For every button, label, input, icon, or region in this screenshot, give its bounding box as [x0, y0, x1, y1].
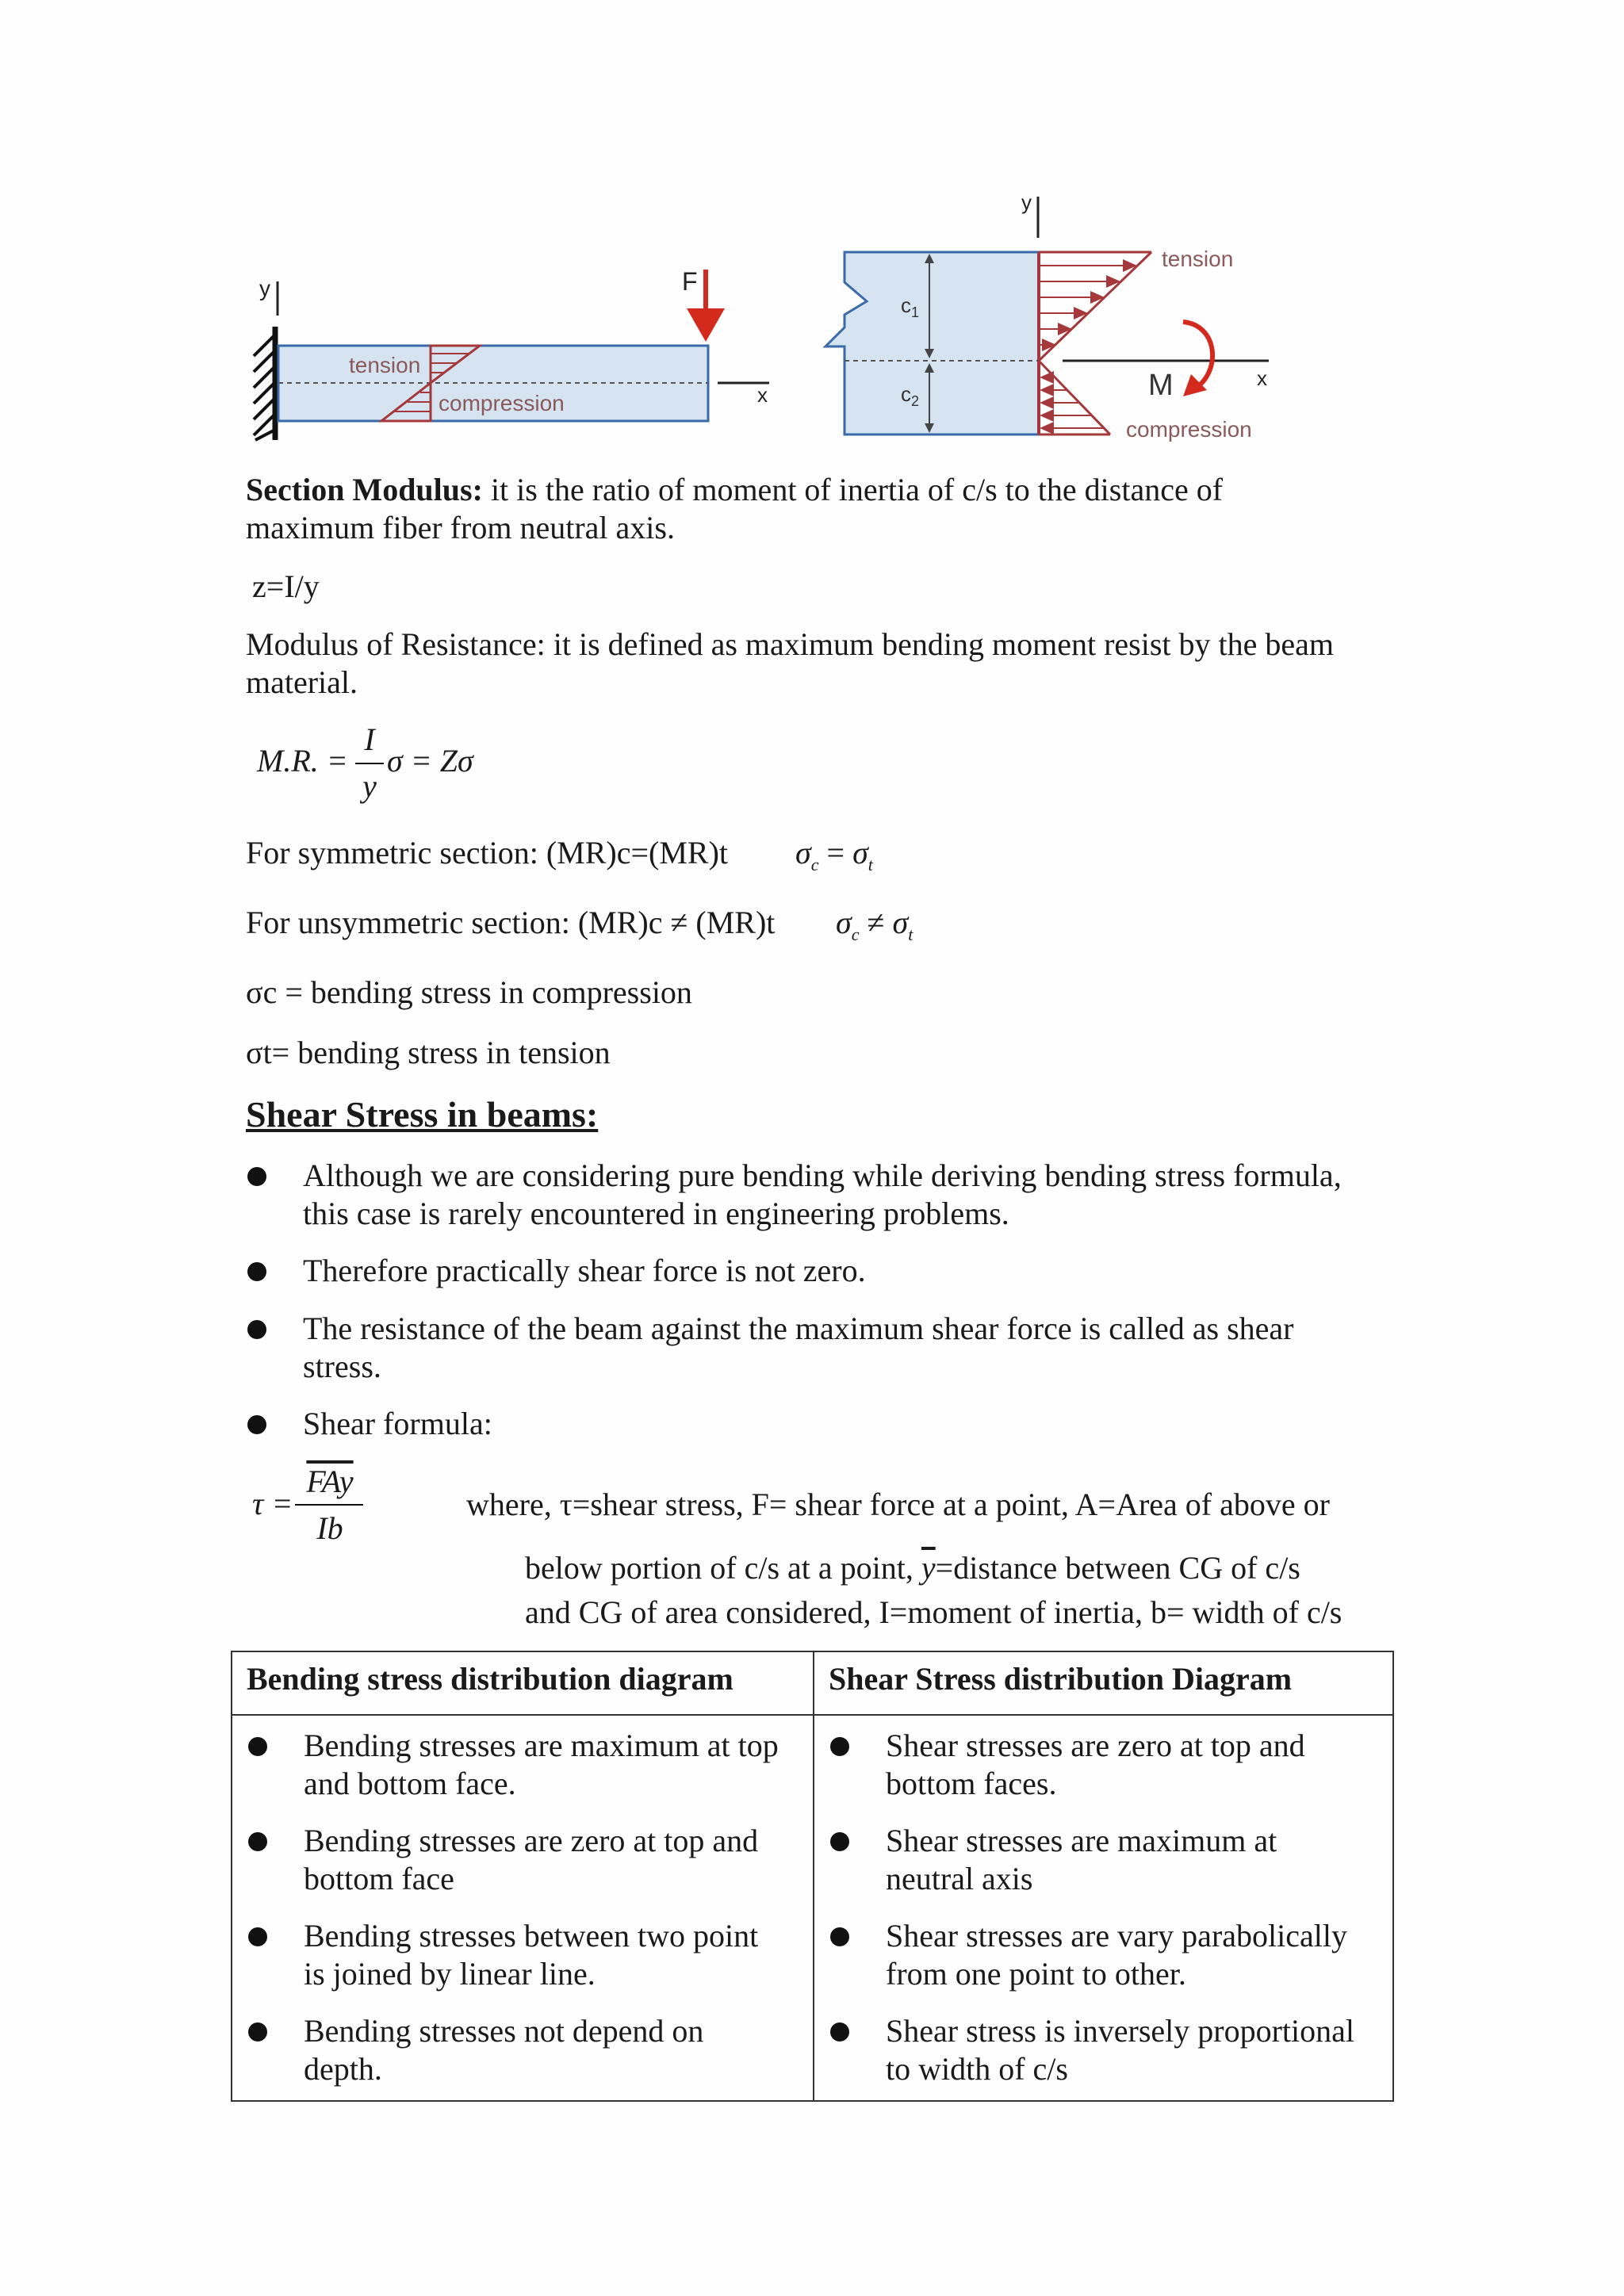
force-label: F: [682, 267, 698, 296]
sigma-t-definition: σt= bending stress in tension: [246, 1035, 611, 1070]
relation-symbol: =: [826, 835, 845, 871]
bullet-dot: [247, 1262, 266, 1281]
bullet-dot: [248, 2022, 267, 2042]
bullet-dot: [247, 1167, 266, 1186]
modulus-resistance-line-1: Modulus of Resistance: it is defined as maximum bending moment resist by the beam: [246, 626, 1334, 662]
tension-arrows: [1040, 266, 1136, 345]
cantilever-beam-diagram: [254, 267, 769, 440]
mr-formula-fraction-bar: [355, 763, 384, 764]
relation-symbol: ≠: [867, 905, 885, 940]
table-header-shear: Shear Stress distribution Diagram: [814, 1651, 1393, 1715]
shear-cell: [814, 1715, 1393, 2101]
tension-label: tension: [349, 353, 421, 377]
bending-item-4: Bending stresses not depend on depth.: [304, 2013, 704, 2087]
sigma-subscript-c: c: [851, 924, 860, 944]
section-modulus-text: it is the ratio of moment of inertia of c/s to the distance of: [482, 472, 1224, 507]
mr-formula-rhs: σ = Zσ: [387, 743, 473, 779]
shear-item-3: Shear stresses are vary parabolically from one point to other.: [886, 1918, 1347, 1992]
section-modulus-text-2: maximum fiber from neutral axis.: [246, 510, 675, 545]
mr-formula-denominator: y: [362, 768, 377, 804]
shear-formula-fraction-bar: [295, 1504, 363, 1506]
section-y-label: y: [1021, 190, 1032, 214]
shear-bullet-4: Shear formula:: [303, 1406, 492, 1441]
sigma-subscript-t: t: [908, 924, 914, 944]
sigma-symbol: σ: [892, 905, 909, 940]
modulus-resistance-paragraph: [246, 626, 1435, 702]
compression-label: compression: [439, 391, 565, 415]
modulus-resistance-line-2: material.: [246, 664, 358, 700]
table-header-row: [232, 1651, 1393, 1715]
shear-item-4: Shear stress is inversely proportional to width of c/s: [886, 2013, 1354, 2087]
shear-item-1: Shear stresses are zero at top and bottom faces.: [886, 1728, 1305, 1801]
bending-item-1: Bending stresses are maximum at top and bottom face.: [304, 1728, 779, 1801]
mr-formula-lhs: M.R. =: [257, 743, 348, 779]
section-x-label: x: [1257, 366, 1267, 390]
wall-hatching: [254, 335, 275, 440]
cross-section-diagram: [825, 190, 1269, 442]
tension-slope: [1039, 252, 1151, 361]
section-modulus-paragraph: [246, 471, 1435, 547]
table-row: [232, 1715, 1393, 2101]
sigma-symbol: σ: [836, 905, 852, 940]
table-header-bending: Bending stress distribution diagram: [232, 1651, 814, 1715]
bending-item-3: Bending stresses between two point is joined by linear line.: [304, 1918, 759, 1992]
c1-label: $c_1$: [901, 293, 920, 320]
section-modulus-formula: z=I/y: [252, 568, 320, 604]
sigma-c-definition: σc = bending stress in compression: [246, 974, 692, 1010]
compression-arrows: [1041, 377, 1104, 428]
y-bar-symbol: $\overline{y}$: [921, 1550, 936, 1586]
shear-formula-lhs: τ =: [252, 1486, 293, 1521]
unsymmetric-section-text: For unsymmetric section: (MR)c ≠ (MR)t: [246, 905, 776, 940]
shear-formula-denominator: Ib: [316, 1510, 343, 1546]
beam-diagrams: [0, 0, 1624, 476]
section-shape: [825, 252, 1039, 434]
x-axis-label: x: [757, 383, 768, 407]
bullet-dot: [247, 1320, 266, 1339]
shear-stress-heading: Shear Stress in beams:: [246, 1094, 599, 1135]
bullet-dot: [830, 2022, 849, 2042]
shear-bullet-2: Therefore practically shear force is not zero.: [303, 1253, 866, 1288]
sigma-subscript-t: t: [868, 855, 873, 874]
shear-where-line-2: below portion of c/s at a point, $\overline{y}=distance$ between CG of c/s: [525, 1550, 1300, 1586]
shear-formula-numerator: $\overline{FAy}$: [306, 1464, 354, 1499]
bullet-dot: [247, 1415, 266, 1434]
sigma-symbol: σ: [852, 835, 868, 871]
sigma-subscript-c: c: [810, 855, 819, 874]
compression-slope: [1039, 361, 1110, 434]
shear-where-line-3: and CG of area considered, I=moment of inertia, b= width of c/s: [525, 1594, 1342, 1630]
moment-label: M: [1148, 369, 1174, 402]
sigma-symbol: σ: [795, 835, 811, 871]
bending-item-2: Bending stresses are zero at top and bottom face: [304, 1823, 759, 1896]
symmetric-sigma-relation: [795, 834, 873, 884]
shear-item-2: Shear stresses are maximum at neutral axis: [886, 1823, 1277, 1896]
symmetric-section-text: For symmetric section: (MR)c=(MR)t: [246, 835, 729, 871]
section-compression-label: compression: [1126, 417, 1252, 442]
bullet-dot: [830, 1927, 849, 1946]
moment-arrow: [1183, 322, 1212, 387]
bullet-dot: [248, 1737, 267, 1756]
shear-where-line-1: where, τ=shear stress, F= shear force at a point, A=Area of above or: [466, 1487, 1330, 1522]
bullet-dot: [830, 1832, 849, 1851]
section-tension-label: tension: [1162, 247, 1234, 271]
bending-cell: [232, 1715, 814, 2101]
shear-bullet-3: The resistance of the beam against the maximum shear force is called as shear stress.: [303, 1311, 1294, 1384]
shear-bullet-1: Although we are considering pure bending while deriving bending stress formula, this case is rarely encountered in engineering problems.: [303, 1158, 1342, 1231]
bullet-dot: [248, 1927, 267, 1946]
bullet-dot: [830, 1737, 849, 1756]
mr-formula-numerator: I: [364, 721, 375, 757]
y-axis-label: y: [259, 276, 270, 300]
unsymmetric-sigma-relation: [836, 904, 913, 954]
section-modulus-heading: Section Modulus:: [246, 472, 483, 507]
comparison-table: [231, 1651, 1394, 2102]
bullet-dot: [248, 1832, 267, 1851]
c2-label: $c_2$: [901, 382, 920, 409]
